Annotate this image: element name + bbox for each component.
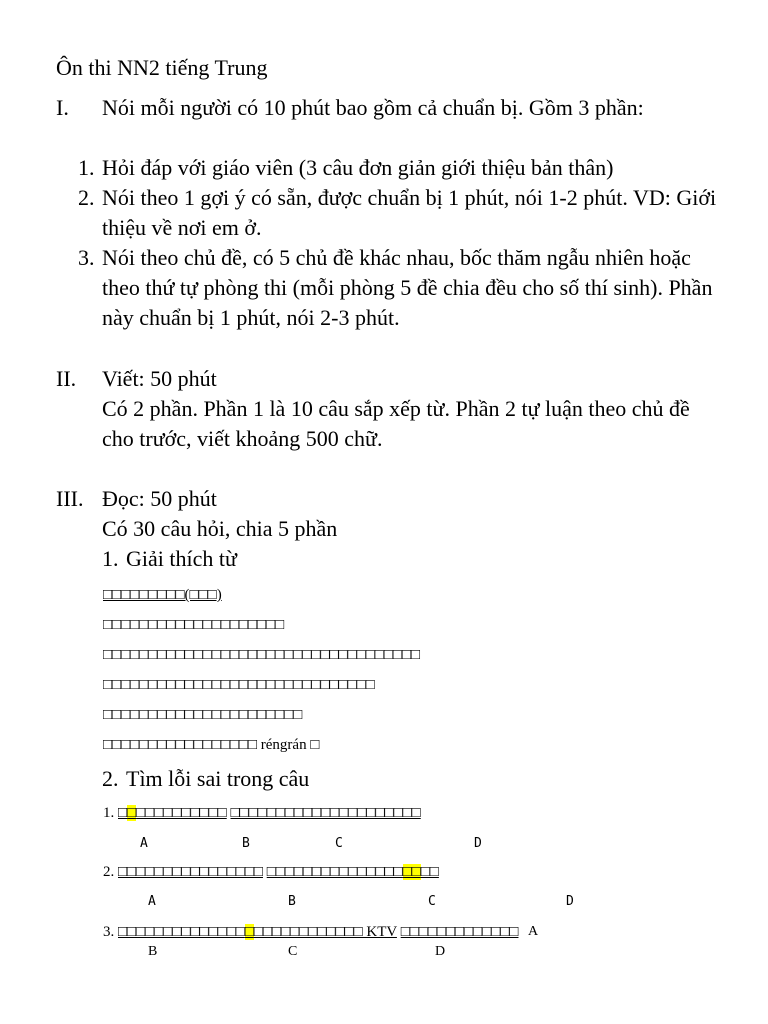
subpart-number: 1. <box>102 546 119 571</box>
list-text: Nói theo chủ đề, có 5 chủ đề khác nhau, bốc thăm ngẫu nhiên hoặc theo thứ tự phòng thi (mỗi phòng 5 đề chia đều cho số thí sinh). Phần này chuẩn bị 1 phút, nói 2-3 phút. <box>102 245 713 330</box>
segment-text: □□□□□□□□□□□□□□ <box>118 924 245 940</box>
subpart-heading <box>102 764 762 794</box>
segment-b: □□□□□□□□□□□□□□□□□□□□□ <box>230 805 421 821</box>
segment-text: □□□□□□□□□□ <box>136 805 227 821</box>
option-letter: B <box>242 836 250 851</box>
section-number: I. <box>56 95 69 120</box>
list-item <box>78 243 718 333</box>
segment-text: □□ <box>420 864 439 880</box>
option-letter: A <box>528 924 539 939</box>
highlighted-text: □□ <box>402 864 421 880</box>
option-letter: B <box>148 944 158 959</box>
section-heading: Đọc: 50 phút <box>102 486 217 511</box>
highlighted-text: □ <box>244 924 254 940</box>
vocab-line: □□□□□□□□□□□□□□□□□□□□□□ <box>103 707 303 723</box>
subpart-heading <box>102 544 716 574</box>
section-body <box>102 364 716 454</box>
list-item <box>78 153 718 183</box>
section-heading: Viết: 50 phút <box>102 366 217 391</box>
segment-a <box>118 924 397 940</box>
speaking-parts-list <box>78 153 718 333</box>
option-letter: A <box>148 894 156 909</box>
list-number: 2. <box>78 185 95 210</box>
option-letter: B <box>288 894 296 909</box>
section-reading <box>56 484 716 574</box>
option-letter: D <box>566 894 574 909</box>
segment-c: □□□□□□□□□□□□□ <box>400 924 519 940</box>
question-number: 1. <box>103 805 115 821</box>
option-letter: D <box>435 944 446 959</box>
section-body <box>102 484 716 574</box>
section-body <box>102 93 716 123</box>
question-number: 2. <box>103 864 115 880</box>
section-writing <box>56 364 716 454</box>
section-intro: Nói mỗi người có 10 phút bao gồm cả chuẩn bị. Gồm 3 phần: <box>102 95 644 120</box>
list-text: Nói theo 1 gợi ý có sẵn, được chuẩn bị 1 phút, nói 1-2 phút. VD: Giới thiệu về nơi em ở. <box>102 185 717 240</box>
option-letter: A <box>140 836 148 851</box>
segment-text: □□□□□□□□□□□□□□□ <box>266 864 403 880</box>
list-text: Hỏi đáp với giáo viên (3 câu đơn giản giới thiệu bản thân) <box>102 155 614 180</box>
segment-text: □□□□□□□□□□□□ KTV <box>253 924 397 940</box>
subpart-number: 2. <box>102 766 119 791</box>
segment-text: □ <box>118 805 128 821</box>
document-title: Ôn thi NN2 tiếng Trung <box>56 55 268 80</box>
vocab-line: □□□□□□□□□□□□□□□□□□□□ <box>103 617 285 633</box>
option-letter: C <box>335 836 343 851</box>
vocab-line: □□□□□□□□□□□□□□□□□□□□□□□□□□□□□□ <box>103 677 375 693</box>
option-letter: C <box>428 894 436 909</box>
vocab-line: □□□□□□□□□(□□□) <box>103 587 222 603</box>
subpart-heading-row <box>102 764 762 794</box>
subpart-label: Tìm lỗi sai trong câu <box>126 766 310 791</box>
option-letter: C <box>288 944 298 959</box>
question-number: 3. <box>103 924 115 940</box>
section-text: Có 2 phần. Phần 1 là 10 câu sắp xếp từ. Phần 2 tự luận theo chủ đề cho trước, viết khoảng 500 chữ. <box>102 396 690 451</box>
section-speaking <box>56 93 716 123</box>
vocab-line: □□□□□□□□□□□□□□□□□□□□□□□□□□□□□□□□□□□ <box>103 647 421 663</box>
vocab-line: □□□□□□□□□□□□□□□□□ réngrán □ <box>103 737 320 753</box>
error-question <box>103 922 518 942</box>
segment-a: □□□□□□□□□□□□□□□□ <box>118 864 263 880</box>
subpart-label: Giải thích từ <box>126 546 237 571</box>
option-letter: D <box>474 836 482 851</box>
section-number: II. <box>56 366 77 391</box>
segment-a <box>118 805 227 821</box>
list-number: 3. <box>78 245 95 270</box>
section-text: Có 30 câu hỏi, chia 5 phần <box>102 516 338 541</box>
section-number: III. <box>56 486 84 511</box>
list-number: 1. <box>78 155 95 180</box>
list-item <box>78 183 718 243</box>
error-question <box>103 803 421 823</box>
segment-b <box>267 864 439 880</box>
error-question <box>103 862 439 882</box>
highlighted-text: □ <box>127 805 137 821</box>
